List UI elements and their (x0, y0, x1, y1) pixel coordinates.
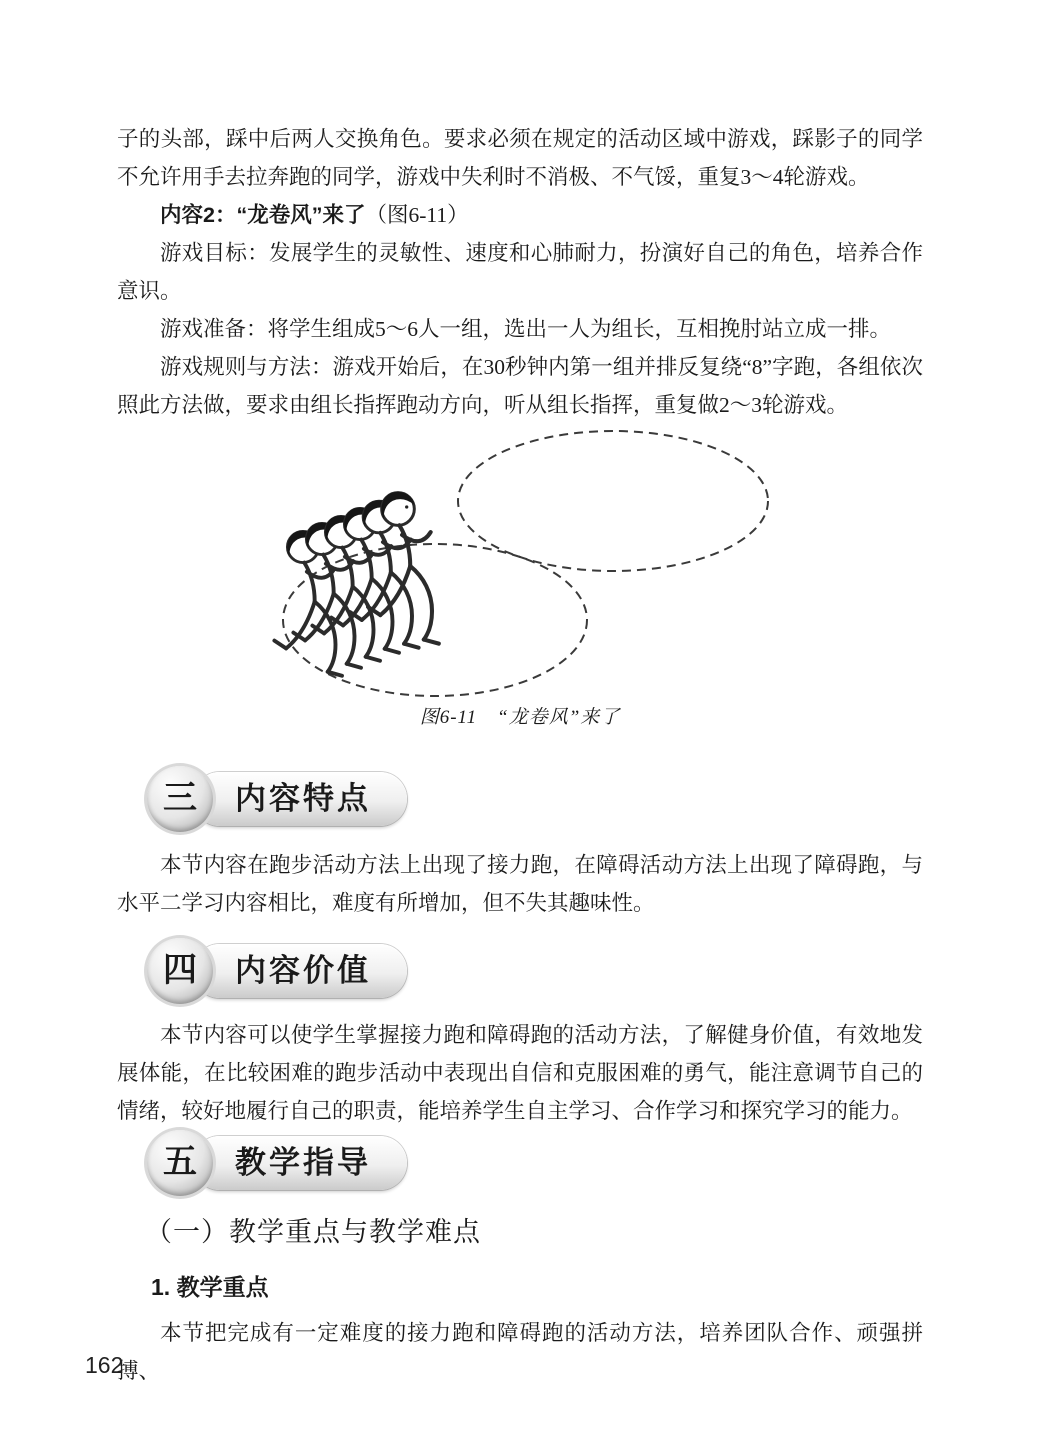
section-four-body: 本节内容可以使学生掌握接力跑和障碍跑的活动方法，了解健身价值，有效地发展体能，在比较困难的跑步活动中表现出自信和克服困难的勇气，能注意调节自己的情绪，较好地履行自己的职责，能培养学生自主学习、合作学习和探究学习的能力。 (117, 1023, 923, 1123)
point-heading-teaching-focus (151, 1272, 923, 1302)
content2-figure-ref: （图6-11） (365, 203, 469, 227)
section-number: 四 (163, 952, 197, 989)
section-title: 内容特点 (235, 781, 371, 816)
sub-heading-key-points: （一）教学重点与教学难点 (145, 1217, 481, 1247)
section-title: 教学指导 (235, 1145, 371, 1180)
section-heading-four (147, 938, 923, 1004)
content2-heading: 内容2：“龙卷风”来了 (160, 203, 366, 227)
section-title-pill (193, 772, 407, 826)
content2-heading-line (117, 196, 923, 234)
section-heading-three (147, 766, 923, 832)
section-title: 内容价值 (235, 953, 371, 988)
section-three-body: 本节内容在跑步活动方法上出现了接力跑，在障碍活动方法上出现了障碍跑，与水平二学习内容相比，难度有所增加，但不失其趣味性。 (117, 853, 923, 915)
figure-8-track-illustration (248, 430, 793, 700)
section-title-pill (193, 944, 407, 998)
point-number: 1. (151, 1274, 171, 1300)
body-paragraph-continuation: 子的头部，踩中后两人交换角色。要求必须在规定的活动区域中游戏，踩影子的同学不允许用手去拉奔跑的同学，游戏中失利时不消极、不气馁，重复3～4轮游戏。 (117, 127, 923, 189)
section-number-badge (147, 938, 213, 1004)
section-title-pill (193, 1136, 407, 1190)
section-number-badge (147, 766, 213, 832)
figure-caption: 图6-11 “龙卷风”来了 (419, 707, 621, 728)
body-paragraph-prep: 游戏准备：将学生组成5～6人一组，选出一人为组长，互相挽肘站立成一排。 (160, 317, 892, 341)
page-number: 162 (85, 1352, 124, 1378)
track-top-ellipse (458, 431, 768, 571)
body-paragraph-rules: 游戏规则与方法：游戏开始后，在30秒钟内第一组并排反复绕“8”字跑，各组依次照此方法做，要求由组长指挥跑动方向，听从组长指挥，重复做2～3轮游戏。 (117, 355, 923, 417)
section-number: 三 (163, 780, 197, 817)
section-number-badge (147, 1130, 213, 1196)
point-title: 教学重点 (176, 1274, 269, 1300)
runners-group (274, 492, 438, 676)
teaching-focus-paragraph: 本节把完成有一定难度的接力跑和障碍跑的活动方法，培养团队合作、顽强拼搏、 (117, 1321, 923, 1383)
body-paragraph-goal: 游戏目标：发展学生的灵敏性、速度和心肺耐力，扮演好自己的角色，培养合作意识。 (117, 241, 923, 303)
section-heading-five (147, 1130, 923, 1196)
figure-6-11 (117, 430, 923, 734)
section-number: 五 (163, 1144, 197, 1181)
